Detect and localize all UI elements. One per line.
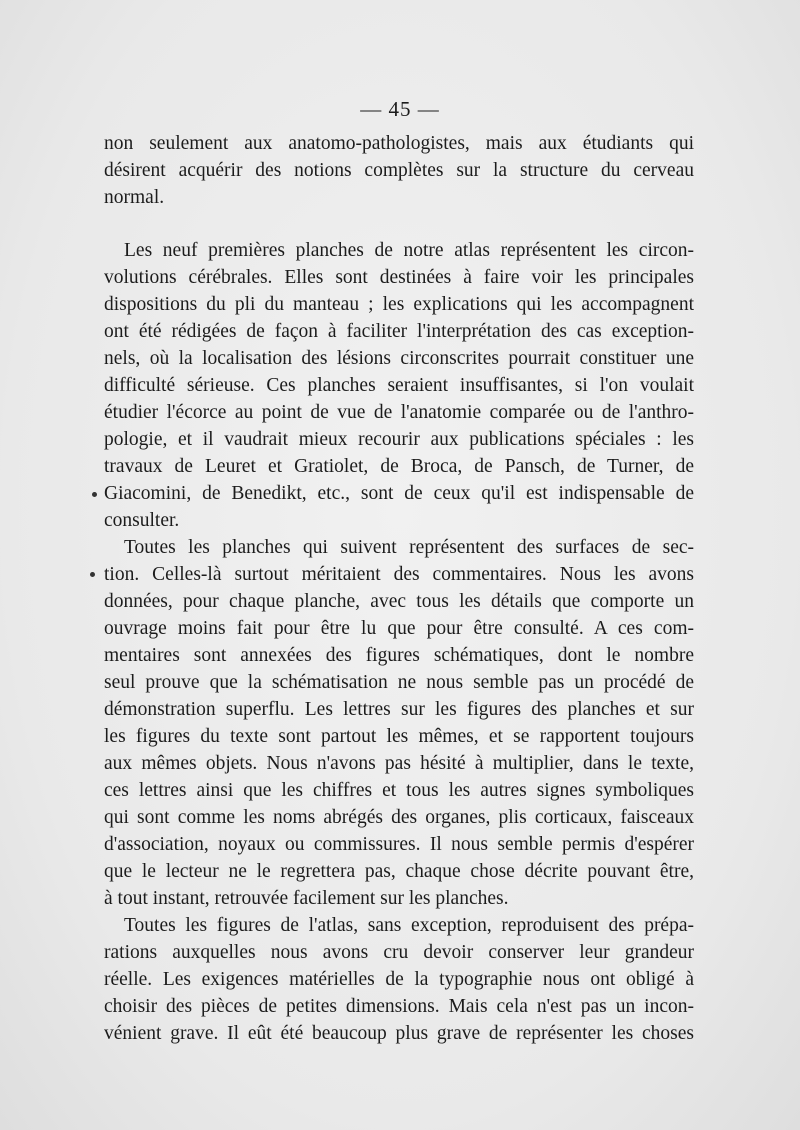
body-text <box>104 130 694 1047</box>
text-line: nels, où la localisation des lésions circonscrites pourrait constituer une <box>104 348 694 369</box>
text-line: d'association, noyaux ou commissures. Il nous semble permis d'espérer <box>104 834 694 855</box>
page-number: — 45 — <box>360 97 440 121</box>
text-line: consulter. <box>104 510 180 531</box>
text-line: Toutes les figures de l'atlas, sans exception, reproduisent des prépa- <box>124 915 694 936</box>
text-line: dispositions du pli du manteau ; les explications qui les accompagnent <box>104 294 694 315</box>
text-line: rations auxquelles nous avons cru devoir conserver leur grandeur <box>104 942 694 963</box>
text-line: mentaires sont annexées des figures schématiques, dont le nombre <box>104 645 694 666</box>
text-line: étudier l'écorce au point de vue de l'anatomie comparée ou de l'anthro- <box>104 402 694 423</box>
text-line: aux mêmes objets. Nous n'avons pas hésité à multiplier, dans le texte, <box>104 753 694 774</box>
text-line: à tout instant, retrouvée facilement sur les planches. <box>104 888 509 909</box>
text-line: démonstration superflu. Les lettres sur les figures des planches et sur <box>104 699 694 720</box>
text-line: Toutes les planches qui suivent représentent des surfaces de sec- <box>124 537 694 558</box>
text-line: choisir des pièces de petites dimensions. Mais cela n'est pas un incon- <box>104 996 694 1017</box>
text-line: volutions cérébrales. Elles sont destinées à faire voir les principales <box>104 267 694 288</box>
text-line: normal. <box>104 187 165 208</box>
text-line: ont été rédigées de façon à faciliter l'interprétation des cas exception- <box>104 321 694 342</box>
text-line: vénient grave. Il eût été beaucoup plus grave de représenter les choses <box>104 1023 694 1044</box>
text-line: ouvrage moins fait pour être lu que pour être consulté. A ces com- <box>104 618 694 639</box>
text-line: travaux de Leuret et Gratiolet, de Broca, de Pansch, de Turner, de <box>104 456 694 477</box>
paragraph-gap <box>104 211 694 237</box>
text-line: Giacomini, de Benedikt, etc., sont de ceux qu'il est indispensable de <box>104 483 694 504</box>
text-line: tion. Celles-là surtout méritaient des commentaires. Nous les avons <box>104 564 694 585</box>
text-line: seul prouve que la schématisation ne nous semble pas un procédé de <box>104 672 694 693</box>
text-line: réelle. Les exigences matérielles de la typographie nous ont obligé à <box>104 969 694 990</box>
text-line: les figures du texte sont partout les mêmes, et se rapportent toujours <box>104 726 694 747</box>
text-line: données, pour chaque planche, avec tous les détails que comporte un <box>104 591 694 612</box>
margin-ink-dot <box>92 492 97 497</box>
text-line: qui sont comme les noms abrégés des organes, plis corticaux, faisceaux <box>104 807 694 828</box>
text-line: difficulté sérieuse. Ces planches seraient insuffisantes, si l'on voulait <box>104 375 694 396</box>
margin-ink-dot <box>90 572 95 577</box>
text-line: pologie, et il vaudrait mieux recourir aux publications spéciales : les <box>104 429 694 450</box>
text-line: désirent acquérir des notions complètes sur la structure du cerveau <box>104 160 694 181</box>
text-line: que le lecteur ne le regrettera pas, chaque chose décrite pouvant être, <box>104 861 694 882</box>
text-line: Les neuf premières planches de notre atlas représentent les circon- <box>124 240 694 261</box>
text-line: ces lettres ainsi que les chiffres et tous les autres signes symboliques <box>104 780 694 801</box>
text-line: non seulement aux anatomo-pathologistes, mais aux étudiants qui <box>104 133 694 154</box>
